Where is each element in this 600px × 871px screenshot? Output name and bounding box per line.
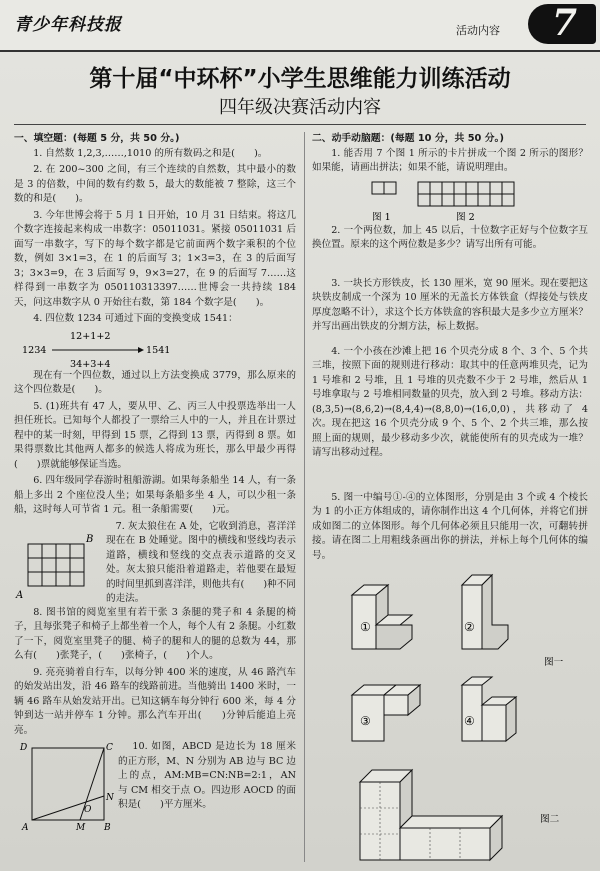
transform-bottom-label: 34+3+4 [70,358,111,369]
shape4-side [506,697,516,741]
fill-in-section [14,132,296,832]
question-4: 4. 四位数 1234 可通过下面的变换变成 1541： [33,313,238,324]
question-8: 8. 图书馆的阅览室里有若干张 3 条腿的凳子和 4 条腿的椅子，且每张凳子和椅子上都坐着一个人，每个人有 2 条腿。小红数了一下，阅览室里凳子的腿、椅子的腿和人的腿的总数为 44，那么有( )张凳子，( )张椅子，( )个人。 [14,606,296,661]
shape3-block [384,695,408,715]
segment-an [32,796,104,820]
question-7: 7. 灰太狼住在 A 处，它收到消息，喜洋洋现在在 B 处睡觉。图中的横线和竖线均表示道路，横线和竖线的交点表示道路的交叉处。灰太狼只能沿着道路走，若他要在最短的时间里抓到喜洋洋，则他共有( )种不同的走法。 [106,520,296,604]
question-9: 9. 亮亮骑着自行车，以每分钟 400 米的速度，从 46 路汽车的始发站出发，沿 46 路车的线路前进。当他骑出 1400 米时，一辆 46 路车从始发站开出。已知这辆车每分钟行 600 米，每 4 分钟到达一站并停车 1 分钟。那么汽车开出( )分钟后能追上亮亮。 [14,666,296,736]
hands-on-section [312,132,588,805]
fig2-cell [418,182,430,194]
fig2-caption: 图 2 [456,211,475,223]
question-10: 10. 如图，ABCD 是边长为 18 厘米的正方形，M、N 分别为 AB 边与 BC 边上的点，AM:MB=CN:NB=2:1，AN 与 CM 相交于点 O。四边形 AOCD 的面积是( )平方厘米。 [118,741,296,810]
page-number: 7 [552,2,578,44]
point-b-label: B [86,533,94,545]
question-6: 6. 四年级同学春游时租船游湖。如果每条船坐 14 人，有一条船上多出 2 个座位没人坐；如果每条船多坐 4 人，可以少租一条船，这时每人可节省 1 元。租一条船需要( )元。 [14,475,296,515]
point-n-label: N [106,793,114,803]
problem-3: 3. 一块长方形铁皮，长 130 厘米，宽 90 厘米。现在要把这块铁皮制成一个深为 10 厘米的无盖长方体铁盒（焊接处与铁皮厚度忽略不计），求这个长方体铁盒的容积最大是多少立方厘米？并写出画出铁皮的分割方法，标上数据。 [312,277,588,332]
figure-two-svg [340,752,590,864]
shape2-label: ② [464,620,475,634]
section-heading: 一、填空题：(每题 5 分，共 50 分。) [14,133,180,144]
spacer [312,337,588,345]
fig-one-caption: 图一 [544,657,564,668]
fig1-cell [372,182,384,194]
question-3: 3. 今年世博会将于 5 月 1 日开始，10 月 31 日结束。将这几个数字连接起来构成一串数字：05011031。紧接 05011031 后面写一串数字，写下的每个数字都是它前面两个数字乘积的个位数，例如 3×1=3，在 1 的后面写 3；1×3=3，在 3 的后面写 3；3×3=9，在 3 后面写 9，9×3=27，在 9 的后面写 7……这样得到一串数字为 050110313397……世博会一共持续 184 天，问这串数字从 0 开始往右数，第 184 个数字是( )。 [14,209,296,308]
vertex-c-label: C [106,743,113,753]
vertex-d-label: D [20,743,28,753]
question-7-block [14,520,296,606]
problem-1: 1. 能否用 7 个图 1 所示的卡片拼成一个图 2 所示的图形？如果能，请画出拼法；如果不能，请说明理由。 [312,147,588,173]
fig1-cell [384,182,396,194]
fig2-cell [478,194,490,206]
spacer [312,463,588,491]
section-label: 活动内容 [456,24,500,37]
column-divider [304,132,305,862]
shape4-label: ④ [464,714,475,728]
shape4-block [482,705,506,741]
masthead [0,0,600,52]
shape4-front [462,685,482,741]
fig2-cell [454,194,466,206]
shape2-side [482,575,508,649]
question-4b: 现在有一个四位数，通过以上方法变换成 3779，那么原来的这个四位数是( )。 [14,369,296,395]
square-abcd [32,748,104,820]
section-heading: 二、动手动脑题：(每题 10 分，共 50 分。) [312,133,504,144]
point-a-label: A [16,589,24,601]
transform-diagram [14,329,296,369]
transform-arrow-head [138,347,144,353]
question-5: 5. (1)班共有 47 人，要从甲、乙、丙三人中投票选举出一人担任班长。已知每个人都投了一票给三人中的一人，并且在计票过程中的某一时刻，甲得到 15 票，乙得到 13 票，丙得到 8 票。如果得票数比其他两人都多的候选人将成为班长，那么甲最少再得( )票就能够保证当选。 [14,400,296,470]
transform-right-number: 1541 [146,344,171,356]
card-figures-svg [312,178,588,224]
grid-figure [14,522,94,606]
fig2-step-front [400,828,490,860]
shape3-label: ③ [360,714,371,728]
spacer [312,255,588,277]
fig2-step-top [400,816,502,828]
figure-two-block [340,752,590,864]
main-title: 第十届“中环杯”小学生思维能力训练活动 [89,66,511,92]
fig2-cell [478,182,490,194]
fig2-cell [490,182,502,194]
transform-arrow-svg [14,329,214,369]
shape4-top [462,677,492,685]
title-divider [14,124,586,125]
problem-4: 4. 一个小孩在沙滩上把 16 个贝壳分成 8 个、3 个、5 个共三堆，按照下面的规则进行移动：取其中的任意两堆贝壳，记为 1 号堆和 2 号堆，且 1 号堆的贝壳数不少于 2 号堆，然后从 1 号堆拿取与 2 号堆相同数量的贝壳，放入到 2 号堆。移动方法：(8,3,5)→(8,6,2)→(8,4,4)→(8,8,0)→(16,0,0)，共移动了 4 次。现在把这 16 个贝壳分成 9 个、5 个、2 个共三堆，那么按照上面的规则，最少移动多少次，就能使所有的贝壳成为一堆？请写出移动过程。 [312,345,588,458]
problem-2: 2. 一个两位数，加上 45 以后，十位数字正好与个位数字互换位置。原来的这个两位数是多少？请写出所有可能。 [312,224,588,250]
fig2-cell [466,194,478,206]
vertex-a-label: A [22,823,29,832]
fig2-tall-front [360,782,400,860]
fig2-cell [490,194,502,206]
point-m-label: M [76,823,86,832]
fig2-cell [502,182,514,194]
question-1: 1. 自然数 1,2,3,……,1010 的所有数码之和是( )。 [33,147,268,159]
shape1-label: ① [360,620,371,634]
shape2-front [462,585,482,649]
fig2-cell [454,182,466,194]
transform-left-number: 1234 [22,344,47,356]
sub-title: 四年级决赛活动内容 [219,97,381,118]
fig2-cell [430,194,442,206]
card-figures [312,178,588,224]
square-figure [14,740,114,832]
fig2-cell [442,194,454,206]
page-number-badge [528,4,596,44]
fig2-cell [502,194,514,206]
fig2-cell [418,194,430,206]
question-2: 2. 在 200~300 之间，有三个连续的自然数，其中最小的数是 3 的倍数，中间的数有约数 5，最大的数能被 7 整除，这三个数的和是( )。 [14,164,296,204]
problem-5: 5. 图一中编号①-④的立体图形，分别是由 3 个或 4 个棱长为 1 的小正方体组成的，请你制作出这 4 个几何体，并将它们拼成如图二的立体图形。每个几何体必须且只能用一次，可翻转拼接。请在图二上用粗线条画出你的拼法，并标上每个几何体的编号。 [312,491,588,561]
transform-top-label: 12+1+2 [70,330,111,342]
fig2-cell [466,182,478,194]
fig2-cell [430,182,442,194]
fig2-cell [442,182,454,194]
point-o-label: O [84,805,92,815]
fig-two-caption: 图二 [540,814,560,825]
question-10-block [14,740,296,832]
vertex-b-label: B [104,823,111,832]
paper-name: 青少年科技报 [14,15,122,35]
fig1-caption: 图 1 [372,211,391,223]
